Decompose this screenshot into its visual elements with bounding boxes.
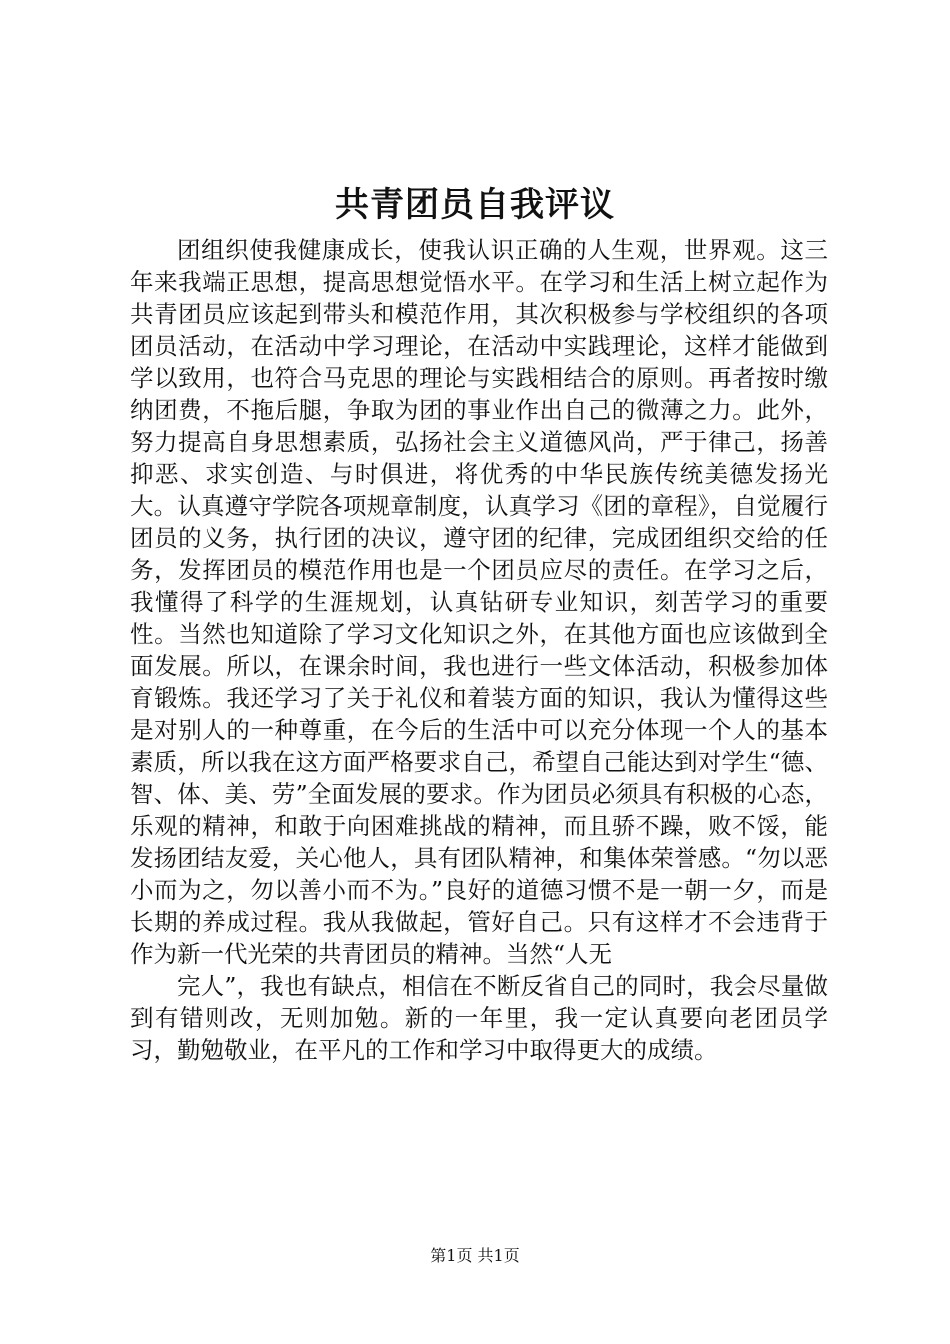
document-body bbox=[130, 234, 828, 1066]
page-title: 共青团员自我评议 bbox=[335, 185, 615, 225]
body-paragraph: 完人”，我也有缺点，相信在不断反省自己的同时，我会尽量做到有错则改，无则加勉。新的一年里，我一定认真要向老团员学习，勤勉敬业，在平凡的工作和学习中取得更大的成绩。 bbox=[130, 972, 828, 1064]
body-paragraph: 团组织使我健康成长，使我认识正确的人生观，世界观。这三年来我端正思想，提高思想觉悟水平。在学习和生活上树立起作为共青团员应该起到带头和模范作用，其次积极参与学校组织的各项团员活动，在活动中学习理论，在活动中实践理论，这样才能做到学以致用，也符合马克思的理论与实践相结合的原则。再者按时缴纳团费，不拖后腿，争取为团的事业作出自己的微薄之力。此外，努力提高自身思想素质，弘扬社会主义道德风尚，严于律己，扬善抑恶、求实创造、与时俱进，将优秀的中华民族传统美德发扬光大。认真遵守学院各项规章制度，认真学习《团的章程》，自觉履行团员的义务，执行团的决议，遵守团的纪律，完成团组织交给的任务，发挥团员的模范作用也是一个团员应尽的责任。在学习之后，我懂得了科学的生涯规划，认真钻研专业知识，刻苦学习的重要性。当然也知道除了学习文化知识之外，在其他方面也应该做到全面发展。所以，在课余时间，我也进行一些文体活动，积极参加体育锻炼。我还学习了关于礼仪和着装方面的知识，我认为懂得这些是对别人的一种尊重，在今后的生活中可以充分体现一个人的基本素质，所以我在这方面严格要求自己，希望自己能达到对学生“德、智、体、美、劳”全面发展的要求。作为团员必须具有积极的心态，乐观的精神，和敢于向困难挑战的精神，而且骄不躁，败不馁，能发扬团结友爱，关心他人，具有团队精神，和集体荣誉感。“勿以恶小而为之，勿以善小而不为。”良好的道德习惯不是一朝一夕，而是长期的养成过程。我从我做起，管好自己。只有这样才不会违背于作为新一代光荣的共青团员的精神。当然“人无 bbox=[130, 236, 828, 968]
page-footer: 第1页 共1页 bbox=[430, 1246, 520, 1265]
